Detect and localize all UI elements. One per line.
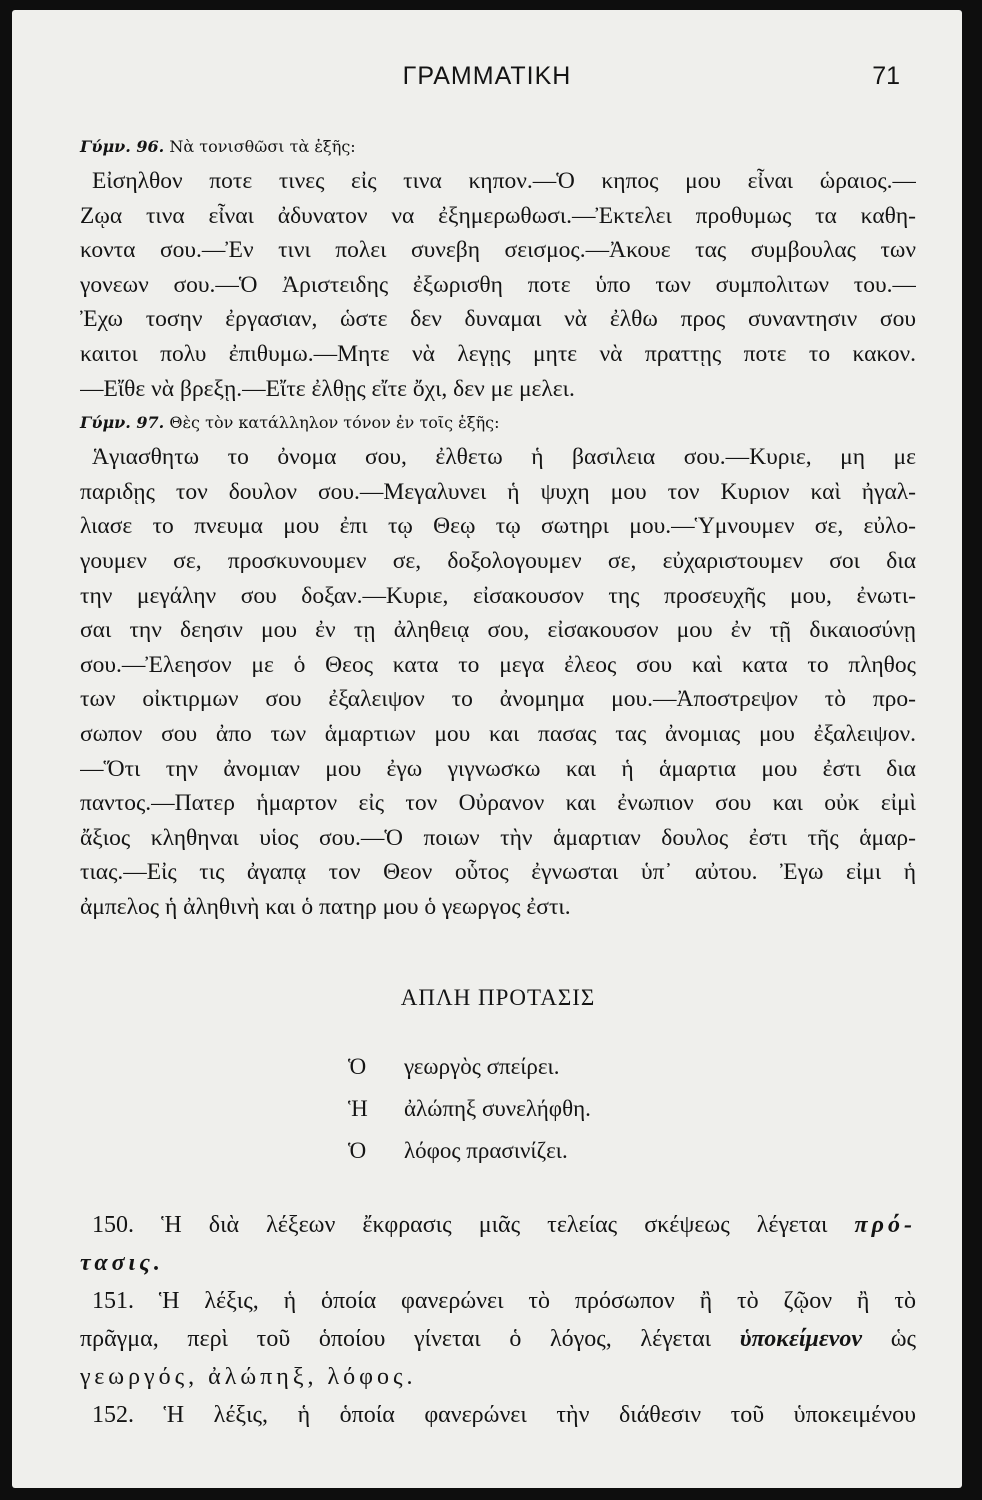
exercise-97-text xyxy=(80,440,916,924)
text-line: παριδῃς τον δουλον σου.—Μεγαλυνει ἡ ψυχη μου τον Κυριον καὶ ἠγαλ- xyxy=(80,478,916,505)
text-line: —Ὅτι την ἀνομιαν μου ἐγω γιγνωσκω και ἡ ἁμαρτια μου ἐστι δια xyxy=(80,755,916,782)
text-line: κοντα σου.—Ἐν τινι πολει συνεβη σεισμος.—Ἀκουε τας συμβουλας των xyxy=(80,237,916,264)
exercise-96-heading xyxy=(80,130,916,164)
simple-sentence-examples xyxy=(348,1046,916,1172)
text-line: την μεγάλην σου δοξαν.—Κυριε, εἰσακουσον της προσευχῆς μου, ἐνωτι- xyxy=(80,582,916,609)
text-line: σου.—Ἐλεησον με ὁ Θεος κατα το μεγα ἐλεος σου καὶ κατα το πληθος xyxy=(80,651,916,678)
paragraph-151-line: 151. Ἡ λέξις, ἡ ὁποία φανερώνει τὸ πρόσωπον ἢ τὸ ζῷον ἢ τὸ xyxy=(92,1288,916,1315)
book-page xyxy=(12,10,962,1488)
page-header xyxy=(12,62,962,102)
example-sentence xyxy=(348,1130,916,1172)
example-article: Ἡ xyxy=(348,1096,368,1122)
exercise-97-heading xyxy=(80,406,916,440)
text-line: Εἰσηλθον ποτε τινες εἰς τινα κηπον.—Ὁ κηπος μου εἶναι ὡραιος.— xyxy=(92,168,916,194)
text-line: —Εἴθε νὰ βρεξῃ.—Εἴτε ἐλθῃς εἴτε ὄχι, δεν με μελει. xyxy=(80,375,575,402)
text-line: Ζῳα τινα εἶναι ἀδυνατον να ἐξημερωθωσι.—Ἐκτελει προθυμως τα καθη- xyxy=(80,202,916,229)
exercise-96-text xyxy=(80,164,916,406)
running-title: ΓΡΑΜΜΑΤΙΚΗ xyxy=(402,62,572,90)
exercise-97-label: Γύμν. 97. xyxy=(80,413,165,433)
text-line: λιασε το πνευμα μου ἐπι τῳ Θεῳ τῳ σωτηρι μου.—Ὑμνουμεν σε, εὐλο- xyxy=(80,513,916,540)
text-line: καιτοι πολυ ἐπιθυμω.—Μητε νὰ λεγῃς μητε νὰ πραττῃς ποτε το κακον. xyxy=(80,340,916,367)
term-ypokeimenon: ὑποκείμενον xyxy=(739,1326,863,1353)
paragraph-150-line xyxy=(80,1244,916,1282)
definitions xyxy=(80,1206,916,1434)
example-sentence xyxy=(348,1046,916,1088)
text-line: γονεων σου.—Ὁ Ἀριστειδης ἐξωρισθη ποτε ὑπο των συμπολιτων του.— xyxy=(80,271,916,298)
paragraph-151-line xyxy=(80,1320,916,1358)
text-line: τιας.—Εἰς τις ἀγαπᾳ τον Θεον οὗτος ἐγνωσται ὑπ᾽ αὐτου. Ἐγω εἰμι ἡ xyxy=(80,859,916,886)
paragraph-151-text-end: ὡς xyxy=(890,1326,916,1353)
example-text: λόφος πρασινίζει. xyxy=(404,1138,568,1164)
example-text: ἀλώπηξ συνελήφθη. xyxy=(404,1096,591,1122)
exercise-96-label: Γύμν. 96. xyxy=(80,137,165,156)
example-article: Ὁ xyxy=(348,1138,367,1164)
exercise-97-instruction: Θὲς τὸν κατάλληλον τόνον ἐν τοῖς ἑξῆς: xyxy=(169,413,500,433)
exercise-96-instruction: Νὰ τονισθῶσι τὰ ἑξῆς: xyxy=(169,137,356,156)
text-line: σωπον σου ἀπο των ἁμαρτιων μου και πασας τας ἀνομιας μου ἐξαλειψον. xyxy=(80,720,916,747)
term-protasis-part1: πρό- xyxy=(854,1212,916,1239)
example-text: γεωργὸς σπείρει. xyxy=(404,1054,560,1080)
text-line: Ἁγιασθητω το ὀνομα σου, ἐλθετω ἡ βασιλεια σου.—Κυριε, μη με xyxy=(92,444,916,471)
text-line: των οἰκτιρμων σου ἐξαλειψον το ἀνομημα μου.—Ἀποστρεψον τὸ προ- xyxy=(80,686,916,713)
text-line: ἄξιος κληθηναι υἱος σου.—Ὁ ποιων τὴν ἁμαρτιαν δουλος ἐστι τῆς ἁμαρ- xyxy=(80,824,916,851)
paragraph-151-text: πρᾶγμα, περὶ τοῦ ὁποίου γίνεται ὁ λόγος, λέγεται xyxy=(80,1326,712,1353)
term-protasis-part2: τασις. xyxy=(80,1250,164,1277)
page-number: 71 xyxy=(872,62,900,90)
body-text xyxy=(80,130,916,1434)
text-line: Ἐχω τοσην ἐργασιαν, ὡστε δεν δυναμαι νὰ ἐλθω προς συναντησιν σου xyxy=(80,306,916,333)
section-title: ΑΠΛΗ ΠΡΟΤΑΣΙΣ xyxy=(400,985,596,1011)
text-line: παντος.—Πατερ ἡμαρτον εἰς τον Οὐρανον και ἐνωπιον σου και οὐκ εἰμὶ xyxy=(80,790,916,817)
text-line: σαι την δεησιν μου ἐν τῃ ἀληθειᾳ σου, εἰσακουσον μου ἐν τῇ δικαιοσύνῃ xyxy=(80,617,916,644)
paragraph-152-line: 152. Ἡ λέξις, ἡ ὁποία φανερώνει τὴν διάθεσιν τοῦ ὑποκειμένου xyxy=(92,1402,916,1429)
text-line: ἀμπελος ἡ ἀληθινὴ και ὁ πατηρ μου ὁ γεωργος ἐστι. xyxy=(80,893,571,920)
paragraph-151-examples: γεωργός, ἀλώπηξ, λόφος. xyxy=(80,1364,417,1391)
example-article: Ὁ xyxy=(348,1054,367,1080)
text-line: γουμεν σε, προσκυνουμεν σε, δοξολογουμεν σε, εὐχαριστουμεν σοι δια xyxy=(80,547,916,574)
example-sentence xyxy=(348,1088,916,1130)
paragraph-150-text: 150. Ἡ διὰ λέξεων ἔκφρασις μιᾶς τελείας σκέψεως λέγεται xyxy=(92,1212,828,1239)
paragraph-150-line xyxy=(80,1206,916,1244)
